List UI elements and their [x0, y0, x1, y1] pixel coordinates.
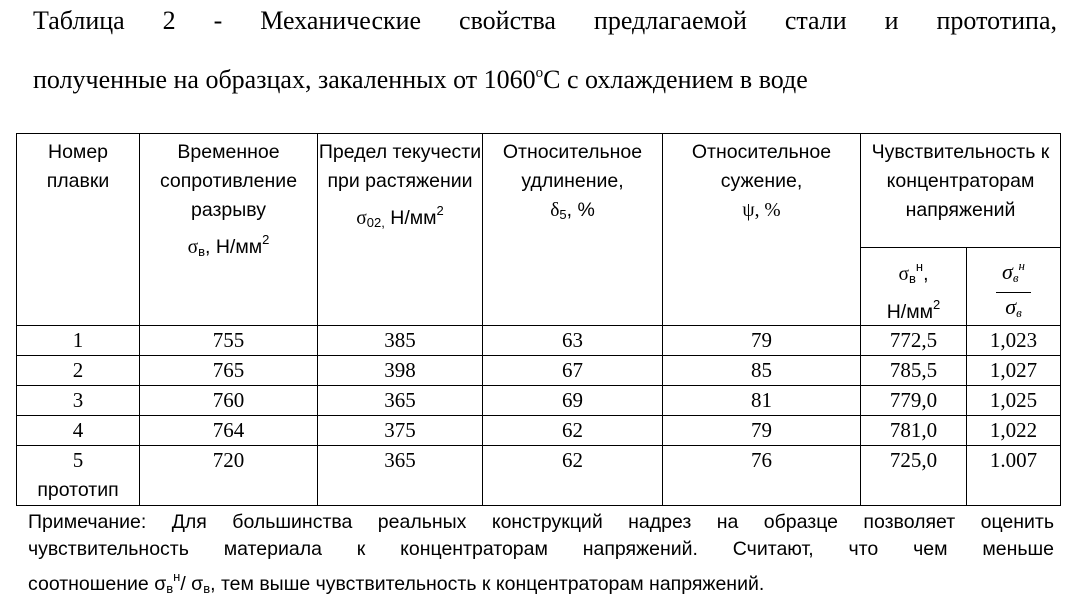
- tensile-unit-sup: 2: [262, 232, 270, 247]
- cell-tensile: 720: [140, 446, 318, 506]
- cell-yield: 365: [318, 386, 483, 416]
- melt-note: прототип: [37, 479, 119, 501]
- table-row-3: [17, 386, 1061, 416]
- tensile-strength-label: Временное сопротивление разрыву: [159, 141, 298, 221]
- header-sensitivity: Чувствительность к концентраторам напряжений: [861, 134, 1061, 248]
- note-text-a: соотношение σ: [28, 573, 167, 595]
- cell-yield: 398: [318, 356, 483, 386]
- cell-reduction: 76: [663, 446, 861, 506]
- cell-notched-strength: 781,0: [861, 416, 967, 446]
- yield-symbol-sub: 02,: [366, 215, 385, 230]
- table-row-1: [17, 326, 1061, 356]
- header-ratio: [967, 248, 1061, 326]
- elongation-unit: , %: [566, 199, 595, 221]
- cell-elongation: 69: [483, 386, 663, 416]
- notched-symbol: σ: [898, 264, 909, 285]
- cell-ratio: 1,025: [967, 386, 1061, 416]
- cell-elongation: 63: [483, 326, 663, 356]
- ratio-fraction: [996, 254, 1031, 325]
- cell-yield: 365: [318, 446, 483, 506]
- cell-tensile: 760: [140, 386, 318, 416]
- cell-ratio: 1,023: [967, 326, 1061, 356]
- elongation-label: Относительное удлинение,: [502, 141, 643, 192]
- cell-melt: 4: [17, 416, 140, 446]
- note-text-b: / σ: [180, 573, 204, 595]
- ratio-num-sub: в: [1012, 270, 1019, 285]
- cell-notched-strength: 725,0: [861, 446, 967, 506]
- notched-unit-sup: 2: [933, 297, 941, 312]
- ratio-den-sub: в: [1016, 305, 1022, 320]
- note-line-1: Примечание: Для большинства реальных конструкций надрез на образце позволяет оценить: [28, 511, 1054, 533]
- cell-melt: 2: [17, 356, 140, 386]
- ratio-num-sup: н: [1018, 258, 1025, 273]
- cell-reduction: 81: [663, 386, 861, 416]
- ratio-den-symbol: σ: [1005, 294, 1017, 319]
- table-caption-line-1: Таблица 2 - Механические свойства предлагаемой стали и прототипа,: [33, 6, 1057, 35]
- table-note: [28, 509, 1054, 602]
- yield-unit: Н/мм: [384, 207, 437, 229]
- caption-text-b: С с охлаждением в воде: [543, 65, 808, 94]
- elongation-symbol: δ: [550, 200, 560, 221]
- tensile-unit: , Н/мм: [205, 236, 263, 258]
- cell-tensile: 755: [140, 326, 318, 356]
- melt-number: 5: [72, 448, 84, 472]
- degree-mark: o: [535, 65, 544, 81]
- notched-symbol-sub: в: [909, 271, 916, 286]
- cell-melt: [17, 446, 140, 506]
- header-melt-number: Номер плавки: [17, 134, 140, 326]
- table-row-5: [17, 446, 1061, 506]
- cell-tensile: 765: [140, 356, 318, 386]
- cell-ratio: 1,022: [967, 416, 1061, 446]
- cell-ratio: 1.007: [967, 446, 1061, 506]
- table-row-4: [17, 416, 1061, 446]
- yield-strength-label: Предел текучести при растяжении: [318, 141, 482, 192]
- table-row-2: [17, 356, 1061, 386]
- ratio-denominator: [996, 293, 1031, 325]
- notched-symbol-sup: н: [915, 259, 924, 274]
- reduction-symbol: ψ, %: [742, 200, 781, 221]
- cell-elongation: 62: [483, 416, 663, 446]
- cell-reduction: 79: [663, 416, 861, 446]
- ratio-numerator: [996, 254, 1031, 293]
- cell-reduction: 79: [663, 326, 861, 356]
- cell-notched-strength: 785,5: [861, 356, 967, 386]
- elongation-symbol-sub: 5: [559, 207, 567, 222]
- header-elongation: [483, 134, 663, 326]
- tensile-symbol-sub: в: [198, 244, 206, 259]
- table-caption-line-2: [33, 58, 1057, 95]
- cell-tensile: 764: [140, 416, 318, 446]
- cell-melt: 1: [17, 326, 140, 356]
- cell-reduction: 85: [663, 356, 861, 386]
- caption-text-a: полученные на образцах, закаленных от 1060: [33, 65, 536, 94]
- header-notched-strength: $\sigma_в^н$, $Н/мм^2$: [861, 248, 967, 326]
- header-tensile-strength: [140, 134, 318, 326]
- tensile-symbol: σ: [187, 237, 199, 258]
- cell-elongation: 67: [483, 356, 663, 386]
- note-line-3: [28, 563, 1054, 602]
- properties-table: [16, 133, 1061, 506]
- cell-ratio: 1,027: [967, 356, 1061, 386]
- header-yield-strength: [318, 134, 483, 326]
- yield-symbol: σ: [356, 208, 367, 229]
- header-reduction: [663, 134, 861, 326]
- notched-unit: Н/мм: [886, 301, 934, 323]
- cell-yield: 385: [318, 326, 483, 356]
- cell-yield: 375: [318, 416, 483, 446]
- cell-melt: 3: [17, 386, 140, 416]
- cell-notched-strength: 779,0: [861, 386, 967, 416]
- note-sup: н: [173, 569, 181, 584]
- note-sub-1: в: [166, 581, 174, 596]
- note-text-c: , тем выше чувствительность к концентраторам напряжений.: [210, 573, 765, 595]
- note-sub-2: в: [203, 581, 211, 596]
- cell-notched-strength: 772,5: [861, 326, 967, 356]
- yield-unit-sup: 2: [436, 203, 444, 218]
- cell-elongation: 62: [483, 446, 663, 506]
- ratio-num-symbol: σ: [1002, 259, 1013, 284]
- note-line-2: чувствительность материала к концентраторам напряжений. Считают, что чем меньше: [28, 538, 1054, 560]
- reduction-label: Относительное сужение,: [691, 141, 832, 192]
